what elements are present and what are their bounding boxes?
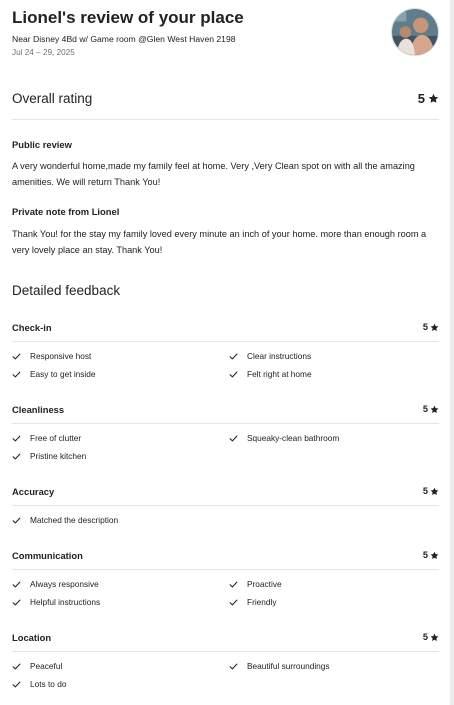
category-header [12,401,439,417]
divider [12,423,439,424]
feedback-tag-label: Helpful instructions [30,597,101,607]
page-title: Lionel's review of your place [12,8,244,27]
stay-dates: Jul 24 – 29, 2025 [12,48,75,57]
category-score-value: 5 [422,550,428,560]
category-score [423,632,439,642]
feedback-tag-label: Proactive [247,579,282,589]
feedback-tag-label: Matched the description [30,515,119,525]
check-icon [12,680,21,689]
check-icon [12,452,21,461]
category-header [12,319,439,335]
feedback-tags [12,578,439,608]
check-icon [229,352,238,361]
check-icon [229,580,238,589]
overall-rating-label: Overall rating [12,90,93,106]
feedback-tag [12,514,229,526]
feedback-tag-label: Friendly [247,597,277,607]
feedback-tag-label: Clear instructions [247,351,312,361]
category-name: Check-in [12,321,52,333]
feedback-tags [12,660,439,690]
category-name: Accuracy [12,485,55,497]
category-name: Communication [12,549,83,561]
guest-avatar[interactable] [391,8,439,56]
feedback-category-location [12,629,439,690]
check-icon [12,598,21,607]
category-score [423,322,439,332]
feedback-tag-label: Pristine kitchen [30,451,87,461]
feedback-category-check-in [12,319,439,380]
feedback-tag-label: Squeaky-clean bathroom [247,433,340,443]
feedback-tag [12,678,229,690]
feedback-tag [12,596,229,608]
feedback-tag [12,432,229,444]
star-icon [430,487,439,496]
feedback-category-communication [12,547,439,608]
category-name: Cleanliness [12,403,65,415]
guest-photo [392,9,438,55]
feedback-tag [229,578,439,590]
feedback-tag [229,368,439,380]
feedback-tag [229,596,439,608]
public-review-heading: Public review [12,139,72,150]
feedback-tag [12,450,229,462]
check-icon [229,662,238,671]
category-score-value: 5 [422,322,428,332]
feedback-tag [229,660,439,672]
feedback-tag-label: Beautiful surroundings [247,661,330,671]
feedback-tag-label: Responsive host [30,351,92,361]
feedback-category-cleanliness [12,401,439,462]
private-note-text: Thank You! for the stay my family loved every minute an inch of your home. more than enough room a very lovely place an stay. Thank You! [12,229,427,255]
star-icon [430,633,439,642]
star-icon [430,323,439,332]
feedback-category-accuracy [12,483,439,526]
check-icon [12,516,21,525]
feedback-tag-label: Lots to do [30,679,67,689]
feedback-tag-label: Felt right at home [247,369,312,379]
scrollbar[interactable] [450,0,454,705]
category-name: Location [12,631,52,643]
feedback-tag [12,660,229,672]
check-icon [229,370,238,379]
feedback-tags [12,350,439,380]
feedback-tag-label: Free of clutter [30,433,82,443]
private-note-heading: Private note from Lionel [12,206,120,217]
category-score-value: 5 [422,632,428,642]
feedback-tag [229,350,439,362]
overall-rating-score [418,91,439,106]
category-header [12,629,439,645]
check-icon [229,434,238,443]
overall-rating [12,86,439,110]
feedback-tag [229,432,439,444]
detailed-feedback-title: Detailed feedback [12,283,121,298]
category-header [12,483,439,499]
feedback-tag-label: Always responsive [30,579,99,589]
public-review-text: A very wonderful home,made my family feel at home. Very ,Very Clean spot on with all the amazing amenities. We will return Thank You! [12,161,415,187]
overall-score-value: 5 [417,90,425,106]
star-icon [430,405,439,414]
check-icon [12,370,21,379]
check-icon [12,352,21,361]
category-score [423,550,439,560]
feedback-tags [12,514,439,526]
category-score-value: 5 [422,486,428,496]
feedback-tag [12,350,229,362]
listing-name: Near Disney 4Bd w/ Game room @Glen West Haven 2198 [12,34,236,44]
star-icon [430,551,439,560]
divider [12,119,439,120]
category-score-value: 5 [422,404,428,414]
check-icon [12,434,21,443]
feedback-tag [12,368,229,380]
category-score [423,404,439,414]
feedback-tag-label: Easy to get inside [30,369,96,379]
category-header [12,547,439,563]
star-icon [428,93,439,104]
check-icon [229,598,238,607]
feedback-tags [12,432,439,462]
divider [12,341,439,342]
review-page [12,0,439,689]
check-icon [12,580,21,589]
check-icon [12,662,21,671]
divider [12,505,439,506]
category-score [423,486,439,496]
feedback-tag [12,578,229,590]
feedback-tag-label: Peaceful [30,661,63,671]
review-header [12,0,439,64]
divider [12,651,439,652]
divider [12,569,439,570]
